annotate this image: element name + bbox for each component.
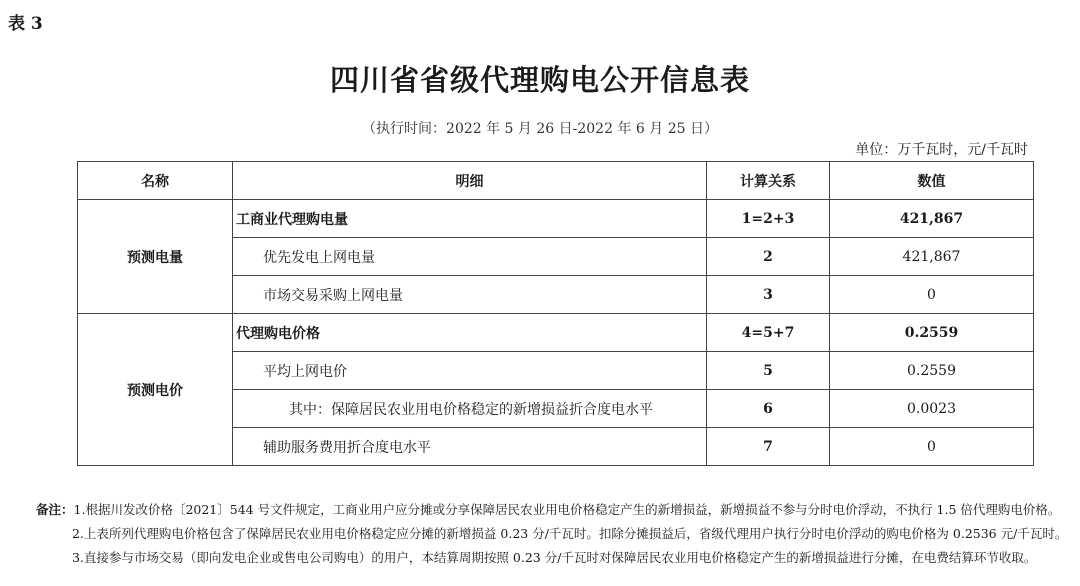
row-detail: 市场交易采购上网电量 <box>233 276 707 314</box>
row-value: 421,867 <box>830 200 1034 238</box>
row-detail: 辅助服务费用折合度电水平 <box>233 428 707 466</box>
row-value: 0.0023 <box>830 390 1034 428</box>
row-calc: 6 <box>707 390 830 428</box>
row-calc: 7 <box>707 428 830 466</box>
header-detail: 明细 <box>233 162 707 200</box>
row-value: 0 <box>830 428 1034 466</box>
table-number-label: 表 3 <box>8 14 43 34</box>
row-value: 421,867 <box>830 238 1034 276</box>
page-title: 四川省省级代理购电公开信息表 <box>329 63 750 97</box>
group-name: 预测电量 <box>78 200 233 314</box>
row-calc: 1=2+3 <box>707 200 830 238</box>
row-calc: 2 <box>707 238 830 276</box>
note-item-2: 2.上表所列代理购电价格包含了保障居民农业用电价格稳定应分摊的新增损益 0.23 分/千瓦时。扣除分摊损益后，省级代理用户执行分时电价浮动的购电价格为 0.2536 元/千瓦时。 <box>72 526 1068 541</box>
row-value: 0.2559 <box>830 352 1034 390</box>
header-calc: 计算关系 <box>707 162 830 200</box>
execution-period: （执行时间：2022 年 5 月 26 日-2022 年 6 月 25 日） <box>362 121 718 137</box>
table-header-row <box>78 162 1034 200</box>
row-detail: 优先发电上网电量 <box>233 238 707 276</box>
row-detail: 平均上网电价 <box>233 352 707 390</box>
price-info-table <box>77 161 1034 466</box>
unit-label: 单位：万千瓦时，元/千瓦时 <box>855 142 1028 158</box>
row-value: 0 <box>830 276 1034 314</box>
note-item-1: 1.根据川发改价格〔2021〕544 号文件规定，工商业用户应分摊或分享保障居民农业用电价格稳定产生的新增损益，新增损益不参与分时电价浮动，不执行 1.5 倍代理购电价格。 <box>73 502 1061 517</box>
table-row <box>78 200 1034 238</box>
group-name: 预测电价 <box>78 314 233 466</box>
notes-label: 备注： <box>36 502 74 517</box>
row-value: 0.2559 <box>830 314 1034 352</box>
row-detail: 工商业代理购电量 <box>233 200 707 238</box>
header-name: 名称 <box>78 162 233 200</box>
row-detail: 其中：保障居民农业用电价格稳定的新增损益折合度电水平 <box>233 390 707 428</box>
notes-section <box>36 498 1067 570</box>
table-row <box>78 314 1034 352</box>
row-detail: 代理购电价格 <box>233 314 707 352</box>
note-item-3: 3.直接参与市场交易（即向发电企业或售电公司购电）的用户，本结算周期按照 0.23 分/千瓦时对保障居民农业用电价格稳定产生的新增损益进行分摊，在电费结算环节收取。 <box>72 550 1037 565</box>
header-value: 数值 <box>830 162 1034 200</box>
row-calc: 5 <box>707 352 830 390</box>
row-calc: 4=5+7 <box>707 314 830 352</box>
row-calc: 3 <box>707 276 830 314</box>
